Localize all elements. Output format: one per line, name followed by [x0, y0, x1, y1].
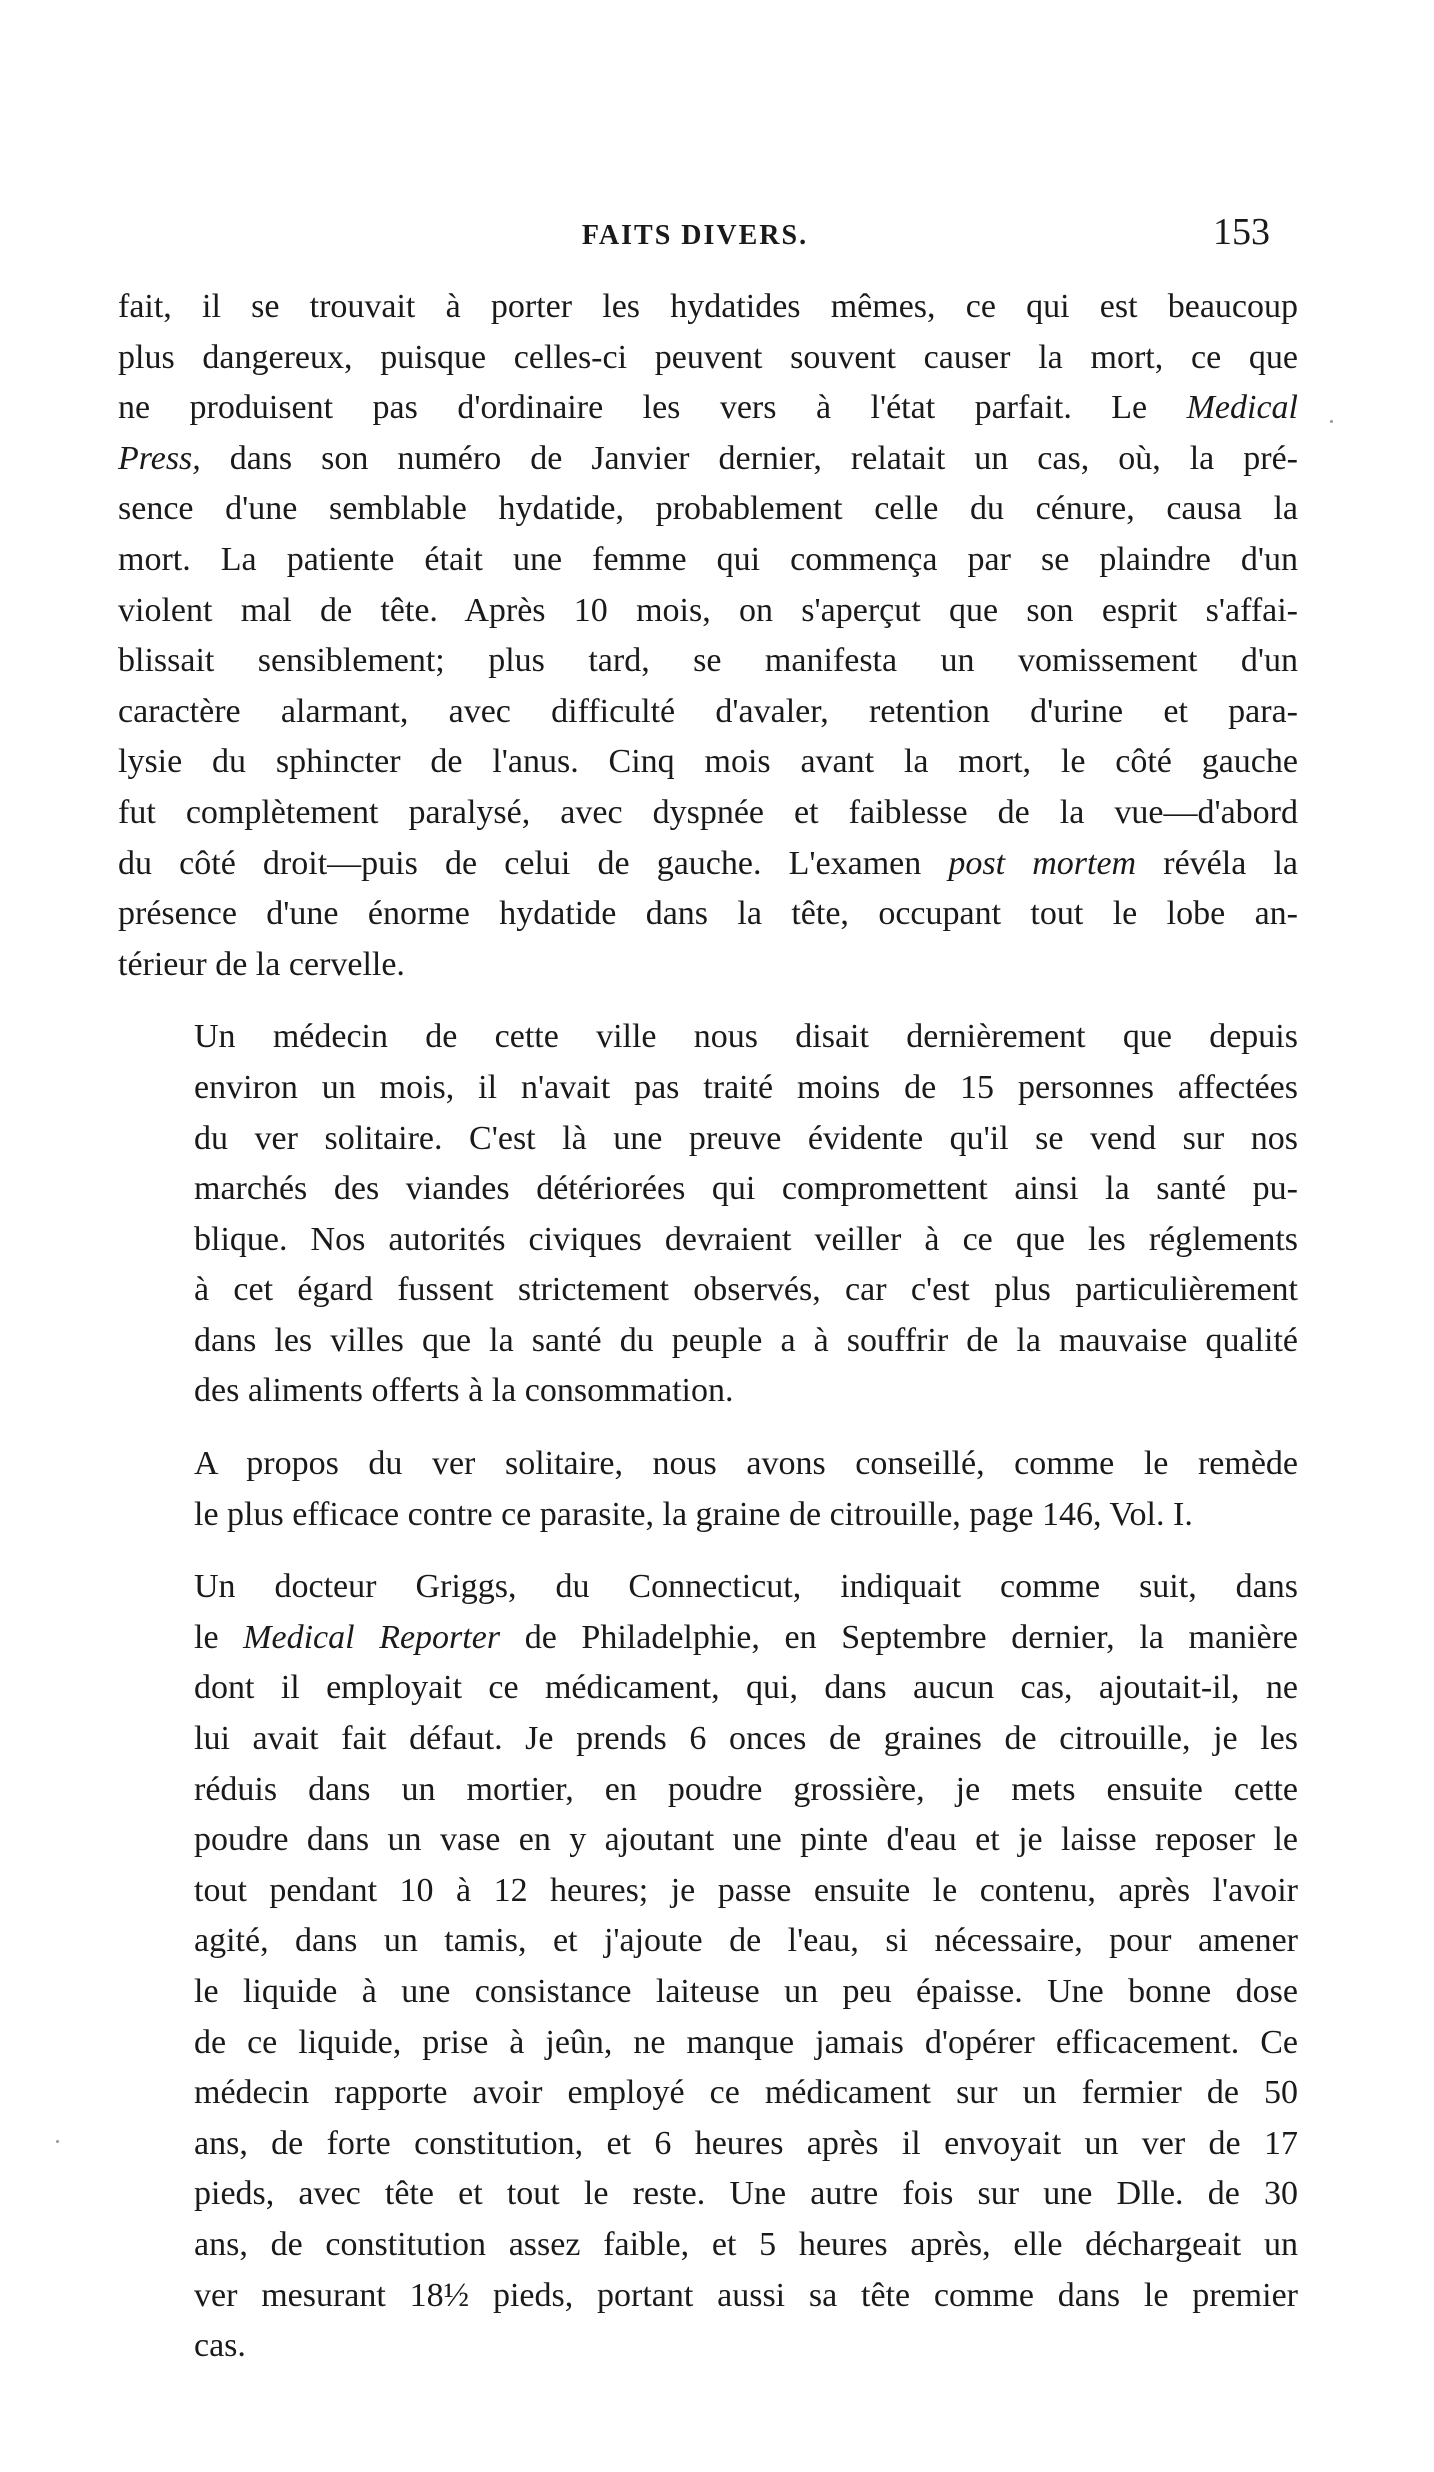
text-run: lysie du sphincter de l'anus. Cinq mois avant la mort, le côté gauche [118, 743, 1298, 781]
text-line [118, 1815, 1298, 1866]
text-run: ver mesurant 18½ pieds, portant aussi sa tête comme dans le premier [194, 2276, 1298, 2314]
italic-title: post mortem [948, 844, 1137, 882]
text-run: caractère alarmant, avec difficulté d'avaler, retention d'urine et para- [118, 692, 1298, 730]
text-line [118, 2068, 1298, 2119]
text-line [118, 535, 1298, 586]
text-line [118, 2220, 1298, 2271]
text-run: poudre dans un vase en y ajoutant une pinte d'eau et je laisse reposer le [194, 1821, 1298, 1859]
text-line [118, 2169, 1298, 2220]
text-line [118, 1714, 1298, 1765]
text-run: ne produisent pas d'ordinaire les vers à l'état parfait. Le [118, 389, 1187, 427]
text-run: des aliments offerts à la consommation. [194, 1372, 734, 1410]
text-run: environ un mois, il n'avait pas traité moins de 15 personnes affectées [194, 1068, 1298, 1106]
running-title: FAITS DIVERS. [581, 220, 809, 251]
text-line [118, 1613, 1298, 1664]
text-run: violent mal de tête. Après 10 mois, on s'aperçut que son esprit s'affai- [118, 591, 1298, 629]
running-head [120, 210, 1270, 260]
text-line [118, 940, 1298, 991]
text-line [118, 434, 1298, 485]
text-line [118, 1063, 1298, 1114]
text-run: dans les villes que la santé du peuple a à souffrir de la mauvaise qualité [194, 1321, 1298, 1359]
text-line [118, 484, 1298, 535]
text-run: A propos du ver solitaire, nous avons conseillé, comme le remède [194, 1445, 1298, 1483]
text-line [118, 1562, 1298, 1613]
text-line [118, 1215, 1298, 1266]
text-line [118, 2018, 1298, 2069]
text-run: présence d'une énorme hydatide dans la tête, occupant tout le lobe an- [118, 895, 1298, 933]
text-line [118, 1366, 1298, 1417]
text-line [118, 1265, 1298, 1316]
text-run: le plus efficace contre ce parasite, la graine de citrouille, page 146, Vol. I. [194, 1495, 1193, 1533]
text-line [118, 687, 1298, 738]
text-line [118, 1967, 1298, 2018]
paragraph-4 [118, 1562, 1298, 2372]
text-run: pieds, avec tête et tout le reste. Une autre fois sur une Dlle. de 30 [194, 2175, 1298, 2213]
text-run: sence d'une semblable hydatide, probablement celle du cénure, causa la [118, 490, 1298, 528]
text-run: du ver solitaire. C'est là une preuve évidente qu'il se vend sur nos [194, 1119, 1298, 1157]
text-line [118, 1164, 1298, 1215]
text-run: Un docteur Griggs, du Connecticut, indiquait comme suit, dans [194, 1568, 1298, 1606]
text-line [118, 1490, 1298, 1541]
text-run: blissait sensiblement; plus tard, se manifesta un vomissement d'un [118, 642, 1298, 680]
text-line [118, 1316, 1298, 1367]
text-line [118, 282, 1298, 333]
body-text [118, 282, 1298, 2372]
text-line [118, 788, 1298, 839]
text-line [118, 839, 1298, 890]
text-run: du côté droit—puis de celui de gauche. L'examen [118, 844, 949, 882]
text-line [118, 2321, 1298, 2372]
text-run: de Philadelphie, en Septembre dernier, la manière [500, 1618, 1298, 1656]
text-run: le liquide à une consistance laiteuse un peu épaisse. Une bonne dose [194, 1973, 1298, 2010]
text-line [118, 1765, 1298, 1816]
paragraph-2 [118, 1012, 1298, 1417]
text-line [118, 1439, 1298, 1490]
text-run: tout pendant 10 à 12 heures; je passe ensuite le contenu, après l'avoir [194, 1871, 1298, 1909]
text-line [118, 2271, 1298, 2322]
text-line [118, 737, 1298, 788]
text-run: ans, de constitution assez faible, et 5 heures après, elle déchargeait un [194, 2225, 1298, 2263]
text-line [118, 636, 1298, 687]
italic-title: Medical [1186, 389, 1298, 427]
text-run: fait, il se trouvait à porter les hydatides mêmes, ce qui est beaucoup [118, 288, 1298, 325]
text-run: lui avait fait défaut. Je prends 6 onces de graines de citrouille, je les [194, 1720, 1298, 1758]
text-run: blique. Nos autorités civiques devraient veiller à ce que les réglements [194, 1220, 1298, 1258]
text-run: plus dangereux, puisque celles-ci peuvent souvent causer la mort, ce que [118, 338, 1298, 376]
text-run: térieur de la cervelle. [118, 945, 405, 983]
text-run: mort. La patiente était une femme qui commença par se plaindre d'un [118, 540, 1298, 578]
text-line [118, 1866, 1298, 1917]
text-run: à cet égard fussent strictement observés, car c'est plus particulièrement [194, 1271, 1298, 1309]
italic-title: Medical Reporter [243, 1618, 501, 1656]
text-run: fut complètement paralysé, avec dyspnée et faiblesse de la vue—d'abord [118, 793, 1298, 831]
text-line [118, 889, 1298, 940]
text-line [118, 383, 1298, 434]
text-line [118, 1663, 1298, 1714]
text-run: réduis dans un mortier, en poudre grossière, je mets ensuite cette [194, 1770, 1298, 1808]
page-number: 153 [1213, 211, 1270, 253]
text-run: médecin rapporte avoir employé ce médicament sur un fermier de 50 [194, 2074, 1298, 2112]
text-run: agité, dans un tamis, et j'ajoute de l'eau, si nécessaire, pour amener [194, 1922, 1298, 1960]
paragraph-1 [118, 282, 1298, 990]
text-line [118, 2119, 1298, 2170]
paragraph-3 [118, 1439, 1298, 1540]
text-run: Un médecin de cette ville nous disait dernièrement que depuis [194, 1018, 1298, 1056]
text-line [118, 333, 1298, 384]
text-run: de ce liquide, prise à jeûn, ne manque jamais d'opérer efficacement. Ce [194, 2023, 1298, 2061]
text-line [118, 1012, 1298, 1063]
text-run: dans son numéro de Janvier dernier, relatait un cas, où, la pré- [200, 439, 1298, 477]
text-line [118, 586, 1298, 637]
text-run: ans, de forte constitution, et 6 heures après il envoyait un ver de 17 [194, 2124, 1298, 2162]
text-run: le [194, 1618, 244, 1656]
text-run: marchés des viandes détériorées qui compromettent ainsi la santé pu- [194, 1170, 1298, 1208]
scan-speck [1330, 420, 1333, 423]
text-line [118, 1114, 1298, 1165]
text-run: dont il employait ce médicament, qui, dans aucun cas, ajoutait-il, ne [194, 1669, 1298, 1707]
text-line [118, 1916, 1298, 1967]
scan-speck [56, 2140, 59, 2143]
text-run: cas. [194, 2327, 246, 2365]
italic-title: Press, [118, 439, 201, 477]
text-run: révéla la [1136, 844, 1298, 882]
